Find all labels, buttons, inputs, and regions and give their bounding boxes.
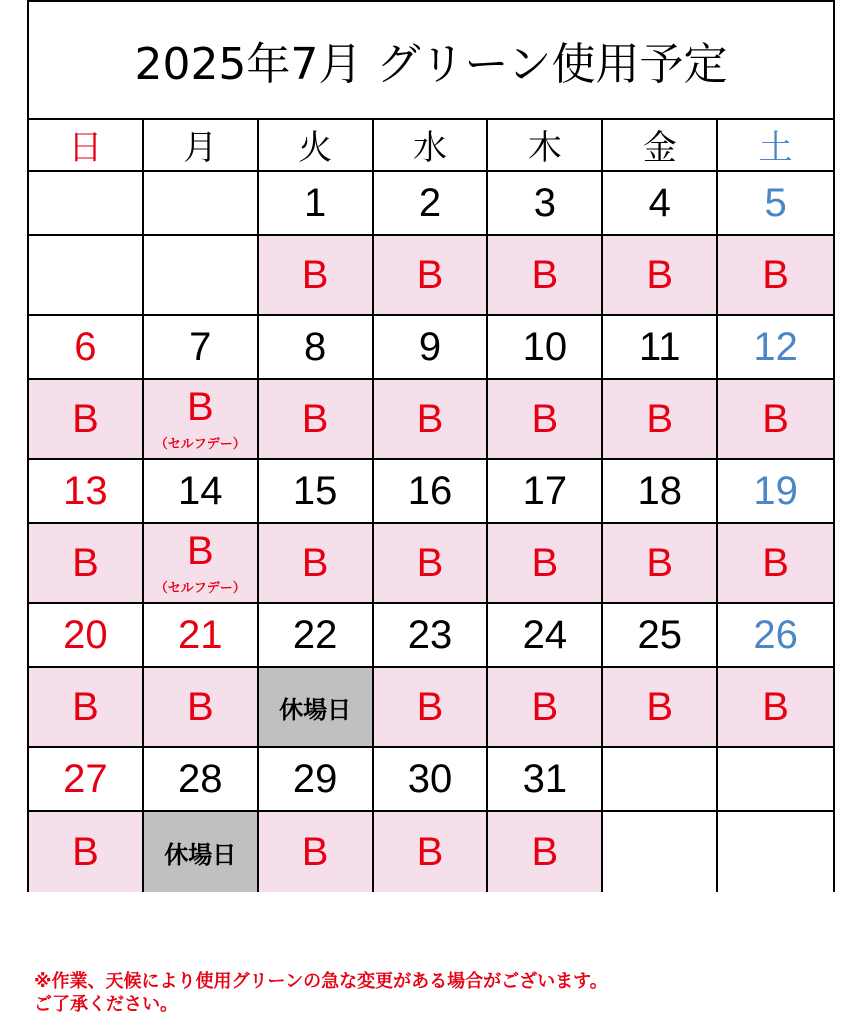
- date-cell-tue: 22: [259, 604, 374, 666]
- status-cell-wed: [374, 524, 489, 602]
- date-cell-fri: 18: [603, 460, 718, 522]
- status-cell-thu: [488, 812, 603, 892]
- status-cell-mon: [144, 236, 259, 314]
- date-cell-fri: 4: [603, 172, 718, 234]
- date-cell-mon: 28: [144, 748, 259, 810]
- status-cell-sun: [29, 380, 144, 458]
- green-b-label: B: [72, 830, 99, 874]
- green-b-label: B: [72, 541, 99, 585]
- green-b-label: B: [416, 830, 444, 874]
- date-cell-tue: 15: [259, 460, 374, 522]
- green-b-label: B: [531, 541, 559, 585]
- status-cell-sun: [29, 524, 144, 602]
- status-cell-mon: [144, 812, 259, 892]
- status-cell-wed: [374, 236, 489, 314]
- status-cell-fri: [603, 380, 718, 458]
- date-cell-sun: [29, 172, 144, 234]
- status-cell-thu: [488, 668, 603, 746]
- green-b-label: B: [646, 685, 674, 729]
- notice-line-1: ※作業、天候により使用グリーンの急な変更がある場合がございます。: [34, 971, 608, 992]
- status-cell-tue: [259, 668, 374, 746]
- status-row: [29, 524, 833, 604]
- status-cell-sat: [718, 812, 833, 892]
- status-cell-sun: [29, 812, 144, 892]
- green-b-label: B: [186, 685, 214, 729]
- green-b-label: B: [531, 397, 559, 441]
- green-b-label: B: [646, 397, 674, 441]
- notice-line-2: ご了承ください。: [34, 994, 178, 1015]
- date-cell-fri: 11: [603, 316, 718, 378]
- date-cell-thu: 17: [488, 460, 603, 522]
- status-cell-sun: [29, 668, 144, 746]
- green-b-label: B: [762, 541, 789, 585]
- date-cell-thu: 3: [488, 172, 603, 234]
- date-cell-sat: 19: [753, 468, 798, 513]
- self-day-label: （セルフデー）: [154, 580, 246, 596]
- green-b-label: B: [416, 541, 444, 585]
- status-cell-fri: [603, 524, 718, 602]
- status-row: [29, 668, 833, 748]
- weekday-sun: 日: [29, 118, 144, 170]
- date-cell-wed: 16: [374, 460, 489, 522]
- date-cell-thu: 10: [488, 316, 603, 378]
- date-cell-fri: 25: [603, 604, 718, 666]
- status-cell-wed: [374, 668, 489, 746]
- date-cell-sat: 26: [753, 612, 798, 657]
- weekday-mon: 月: [144, 118, 259, 170]
- weekday-tue: 火: [259, 118, 374, 170]
- date-row: [29, 316, 833, 380]
- green-b-label: B: [186, 528, 214, 573]
- green-b-label: B: [186, 384, 214, 429]
- green-b-label: B: [72, 685, 99, 729]
- date-cell-sun: 6: [29, 316, 144, 378]
- date-row: [29, 460, 833, 524]
- date-cell-mon: [144, 172, 259, 234]
- status-cell-tue: [259, 380, 374, 458]
- green-b-label: B: [646, 541, 674, 585]
- green-b-label: B: [531, 685, 559, 729]
- green-b-label: B: [301, 830, 329, 874]
- status-cell-sat: [718, 380, 833, 458]
- date-cell-wed: 2: [374, 172, 489, 234]
- status-cell-fri: [603, 236, 718, 314]
- status-cell-thu: [488, 236, 603, 314]
- calendar-table: [27, 0, 835, 892]
- date-cell-mon: 21: [144, 604, 259, 666]
- weekday-header-row: [29, 118, 833, 172]
- status-cell-sat: [718, 236, 833, 314]
- self-day-label: （セルフデー）: [154, 436, 246, 452]
- status-row: [29, 236, 833, 316]
- green-b-label: B: [531, 253, 559, 297]
- date-cell-mon: 7: [144, 316, 259, 378]
- green-b-label: B: [762, 685, 789, 729]
- green-b-label: B: [301, 541, 329, 585]
- status-cell-wed: [374, 812, 489, 892]
- date-cell-tue: 29: [259, 748, 374, 810]
- status-cell-sun: [29, 236, 144, 314]
- green-b-label: B: [531, 830, 559, 874]
- status-cell-fri: [603, 812, 718, 892]
- green-b-label: B: [646, 253, 674, 297]
- green-b-label: B: [762, 253, 789, 297]
- status-cell-tue: [259, 236, 374, 314]
- date-row: [29, 172, 833, 236]
- date-cell-tue: 8: [259, 316, 374, 378]
- green-b-label: B: [762, 397, 789, 441]
- status-cell-tue: [259, 812, 374, 892]
- date-cell-sat: [718, 748, 833, 810]
- date-cell-wed: 9: [374, 316, 489, 378]
- green-b-label: B: [301, 253, 329, 297]
- status-cell-thu: [488, 380, 603, 458]
- date-cell-tue: 1: [259, 172, 374, 234]
- date-cell-wed: 23: [374, 604, 489, 666]
- weekday-fri: 金: [603, 118, 718, 170]
- weekday-sat: 土: [758, 127, 793, 168]
- date-cell-sun: 20: [29, 604, 144, 666]
- status-cell-sat: [718, 668, 833, 746]
- green-b-label: B: [416, 253, 444, 297]
- status-cell-mon: [144, 380, 259, 458]
- closed-day-label: 休場日: [279, 695, 352, 724]
- green-b-label: B: [416, 397, 444, 441]
- notice-text: [34, 970, 824, 1016]
- date-row: [29, 604, 833, 668]
- status-cell-mon: [144, 524, 259, 602]
- green-b-label: B: [416, 685, 444, 729]
- date-cell-sun: 27: [29, 748, 144, 810]
- status-cell-thu: [488, 524, 603, 602]
- date-cell-sat: 12: [753, 324, 798, 369]
- page-title: 2025年7月 グリーン使用予定: [29, 2, 833, 120]
- status-cell-mon: [144, 668, 259, 746]
- green-b-label: B: [301, 397, 329, 441]
- date-cell-mon: 14: [144, 460, 259, 522]
- date-cell-thu: 24: [488, 604, 603, 666]
- status-cell-wed: [374, 380, 489, 458]
- weekday-thu: 木: [488, 118, 603, 170]
- date-row: [29, 748, 833, 812]
- status-cell-fri: [603, 668, 718, 746]
- closed-day-label: 休場日: [164, 840, 237, 869]
- weekday-wed: 水: [374, 118, 489, 170]
- date-cell-thu: 31: [488, 748, 603, 810]
- status-row: [29, 380, 833, 460]
- date-cell-fri: [603, 748, 718, 810]
- status-cell-sat: [718, 524, 833, 602]
- date-cell-sat: 5: [764, 180, 787, 225]
- status-cell-tue: [259, 524, 374, 602]
- green-b-label: B: [72, 397, 99, 441]
- date-cell-sun: 13: [29, 460, 144, 522]
- status-row: [29, 812, 833, 892]
- date-cell-wed: 30: [374, 748, 489, 810]
